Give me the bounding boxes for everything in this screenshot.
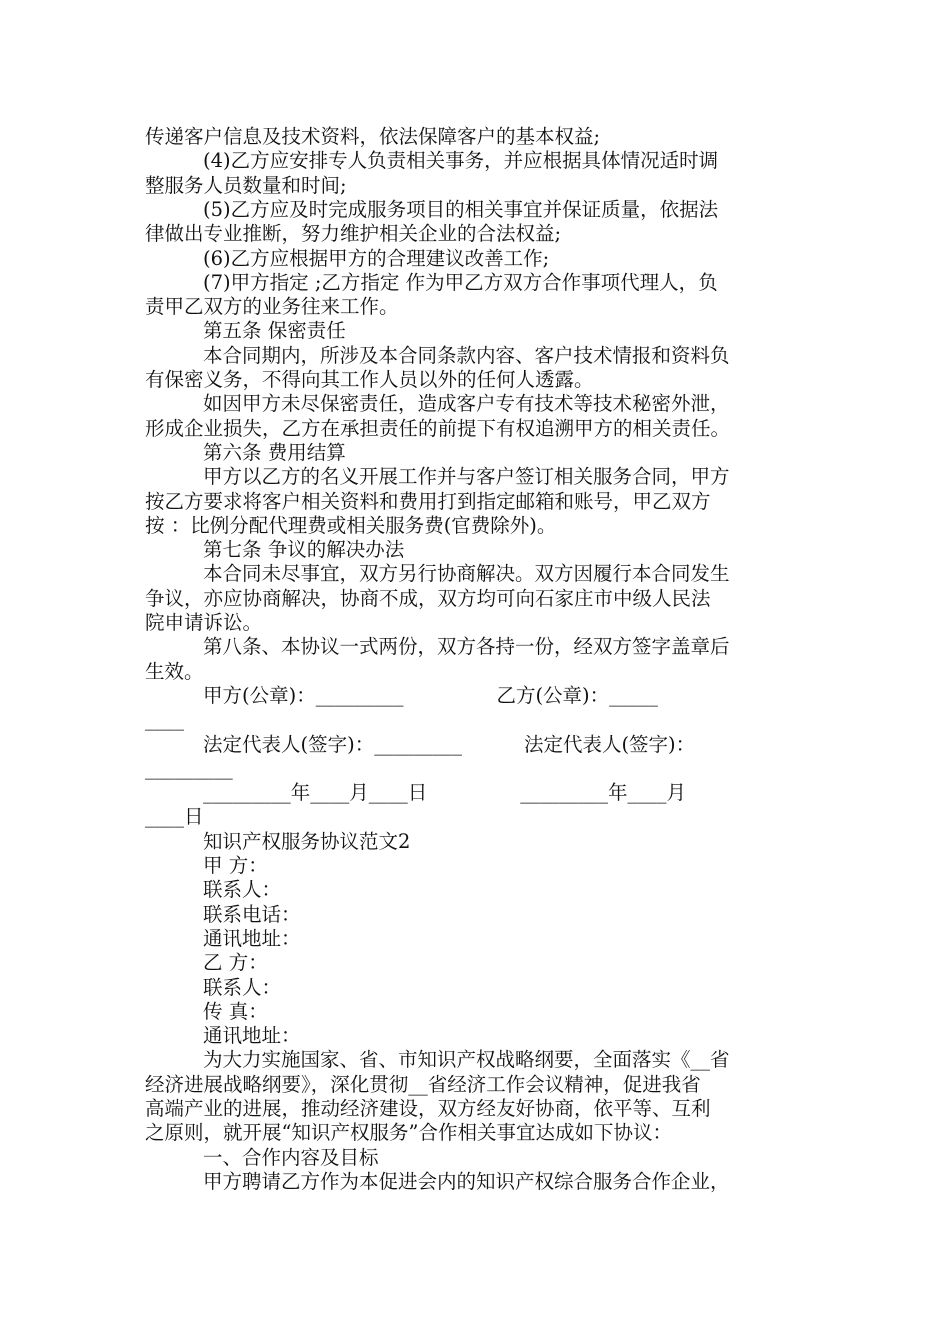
text-line: (6)乙方应根据甲方的合理建议改善工作; <box>203 246 550 270</box>
text-line: (4)乙方应安排专人负责相关事务，并应根据具体情况适时调 <box>203 149 719 173</box>
text-line: 第五条 保密责任 <box>203 319 346 343</box>
text-line: 高端产业的进展，推动经济建设，双方经友好协商，依平等、互利 <box>145 1097 711 1120</box>
text-line: _________年____月____日 _________年____月 <box>203 781 686 805</box>
text-line: 为大力实施国家、省、市知识产权战略纲要，全面落实《__省 <box>203 1048 730 1072</box>
text-line: 整服务人员数量和时间; <box>145 173 347 197</box>
text-line: 律做出专业推断，努力维护相关企业的合法权益; <box>145 222 562 246</box>
text-line: 按 ：比例分配代理费或相关服务费(官费除外)。 <box>145 513 557 537</box>
text-line: (5)乙方应及时完成服务项目的相关事宜并保证质量，依据法 <box>203 197 719 221</box>
text-line: 责甲乙双方的业务往来工作。 <box>145 295 399 319</box>
text-line: 联系人： <box>203 975 282 999</box>
text-line: 本合同期内，所涉及本合同条款内容、客户技术情报和资料负 <box>203 343 730 367</box>
text-line: _________ <box>145 756 233 780</box>
text-line: 甲方聘请乙方作为本促进会内的知识产权综合服务合作企业， <box>203 1169 730 1193</box>
text-line: 争议，亦应协商解决，协商不成，双方均可向石家庄市中级人民法 <box>145 586 711 610</box>
text-line: (7)甲方指定 ;乙方指定 作为甲乙方双方合作事项代理人，负 <box>203 270 718 294</box>
text-line: 按乙方要求将客户相关资料和费用打到指定邮箱和账号，甲乙双方 <box>145 489 711 513</box>
text-line: 第七条 争议的解决办法 <box>203 538 405 562</box>
text-line: 联系电话： <box>203 902 301 926</box>
text-line: 法定代表人(签字)：_________ 法定代表人(签字)： <box>203 732 696 756</box>
text-line: 如因甲方未尽保密责任，造成客户专有技术等技术秘密外泄， <box>203 392 730 416</box>
text-line: 甲 方： <box>203 854 268 877</box>
text-line: ____日 <box>145 805 204 829</box>
text-line: 知识产权服务协议范文2 <box>203 829 411 853</box>
text-line: 第六条 费用结算 <box>203 440 346 464</box>
text-line: ____ <box>145 708 184 732</box>
text-line: 乙 方： <box>203 951 268 975</box>
text-line: 联系人： <box>203 878 282 902</box>
text-line: 一、合作内容及目标 <box>203 1145 379 1169</box>
text-line: 之原则，就开展“知识产权服务”合作相关事宜达成如下协议： <box>145 1121 672 1145</box>
text-line: 形成企业损失，乙方在承担责任的前提下有权追溯甲方的相关责任。 <box>145 416 731 440</box>
text-line: 有保密义务，不得向其工作人员以外的任何人透露。 <box>145 368 594 391</box>
text-line: 生效。 <box>145 659 204 683</box>
text-line: 甲方(公章)：_________ 乙方(公章)：_____ <box>203 683 658 707</box>
text-line: 甲方以乙方的名义开展工作并与客户签订相关服务合同，甲方 <box>203 465 730 489</box>
text-line: 传递客户信息及技术资料，依法保障客户的基本权益; <box>145 125 601 148</box>
text-line: 通讯地址： <box>203 926 301 950</box>
text-line: 经济进展战略纲要》，深化贯彻__省经济工作会议精神，促进我省 <box>145 1072 701 1096</box>
text-line: 传 真： <box>203 999 268 1023</box>
text-line: 第八条、本协议一式两份，双方各持一份，经双方签字盖章后 <box>203 635 730 659</box>
text-line: 通讯地址： <box>203 1024 301 1048</box>
text-line: 院申请诉讼。 <box>145 611 263 634</box>
text-line: 本合同未尽事宜，双方另行协商解决。双方因履行本合同发生 <box>203 562 730 586</box>
